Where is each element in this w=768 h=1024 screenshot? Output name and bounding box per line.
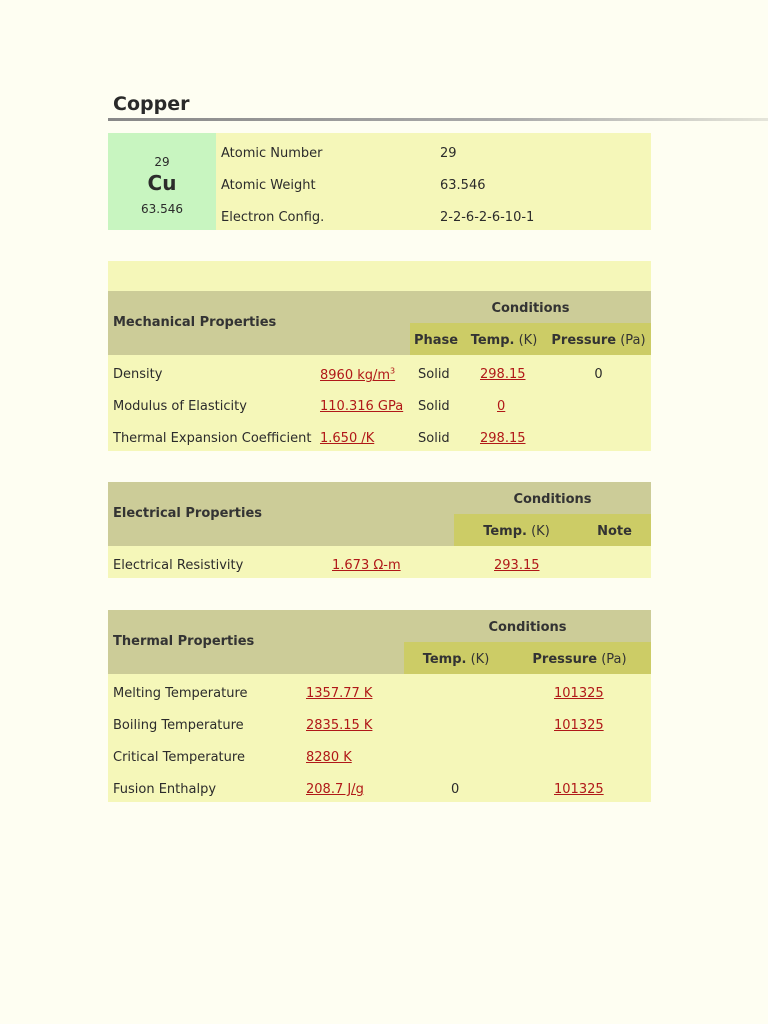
col-note: Note <box>597 524 632 539</box>
electrical-properties-table <box>108 482 651 578</box>
property-value-link[interactable]: 1.650 /K <box>320 431 375 446</box>
phase-value: Solid <box>418 367 450 382</box>
temp-link[interactable]: 298.15 <box>480 367 526 382</box>
info-label: Atomic Weight <box>221 178 316 193</box>
property-name: Electrical Resistivity <box>113 558 244 573</box>
table-title: Thermal Properties <box>113 634 255 649</box>
title-divider <box>108 118 768 121</box>
col-pressure: Pressure (Pa) <box>551 333 646 348</box>
info-value: 63.546 <box>440 178 486 193</box>
conditions-header: Conditions <box>488 620 567 635</box>
property-name: Thermal Expansion Coefficient <box>113 431 312 446</box>
property-value-link[interactable]: 2835.15 K <box>306 718 373 733</box>
col-pressure: Pressure (Pa) <box>532 652 627 667</box>
info-row-atomic-number <box>108 133 651 165</box>
thermal-properties-table <box>108 610 651 802</box>
property-value-link[interactable]: 1357.77 K <box>306 686 373 701</box>
pressure-link[interactable]: 101325 <box>554 718 604 733</box>
col-temp: Temp. (K) <box>470 333 538 348</box>
property-value-link[interactable]: 8280 K <box>306 750 352 765</box>
info-value: 29 <box>440 146 457 161</box>
property-name: Density <box>113 367 163 382</box>
property-name: Boiling Temperature <box>113 718 244 733</box>
property-value-link[interactable]: 110.316 GPa <box>320 399 404 414</box>
property-value-link[interactable]: 8960 $kg/m^3$ <box>320 367 396 384</box>
property-name: Critical Temperature <box>113 750 245 765</box>
conditions-header: Conditions <box>513 492 592 507</box>
phase-value: Solid <box>418 399 450 414</box>
element-tile-number: 29 <box>154 155 170 169</box>
property-name: Modulus of Elasticity <box>113 399 247 414</box>
property-value-link[interactable]: 1.673 Ω-m <box>332 558 401 573</box>
pressure-link[interactable]: 101325 <box>554 782 604 797</box>
phase-value: Solid <box>418 431 450 446</box>
info-value: 2-2-6-2-6-10-1 <box>440 210 535 225</box>
table-title: Mechanical Properties <box>113 315 277 330</box>
info-label: Electron Config. <box>221 210 325 225</box>
info-row-atomic-weight <box>108 165 651 197</box>
pressure-link[interactable]: 101325 <box>554 686 604 701</box>
col-temp: Temp. (K) <box>483 524 550 539</box>
col-phase: Phase <box>413 333 459 348</box>
element-tile-weight: 63.546 <box>141 202 183 216</box>
blank-bar <box>108 261 651 291</box>
info-row-electron-config <box>108 197 651 229</box>
property-name: Fusion Enthalpy <box>113 782 217 797</box>
table-title: Electrical Properties <box>113 506 263 521</box>
element-summary <box>108 133 651 230</box>
element-tile-symbol: Cu <box>147 171 177 195</box>
conditions-header: Conditions <box>491 301 570 316</box>
col-temp: Temp. (K) <box>422 652 490 667</box>
pressure-value: 0 <box>594 367 603 382</box>
temp-link[interactable]: 293.15 <box>494 558 540 573</box>
property-name: Melting Temperature <box>113 686 248 701</box>
page-title: Copper <box>113 93 190 115</box>
temp-link[interactable]: 0 <box>497 399 506 414</box>
property-value-link[interactable]: 208.7 J/g <box>306 782 364 797</box>
temp-value: 0 <box>451 782 460 797</box>
temp-link[interactable]: 298.15 <box>480 431 526 446</box>
info-label: Atomic Number <box>221 146 323 161</box>
mechanical-properties-table <box>108 291 651 451</box>
